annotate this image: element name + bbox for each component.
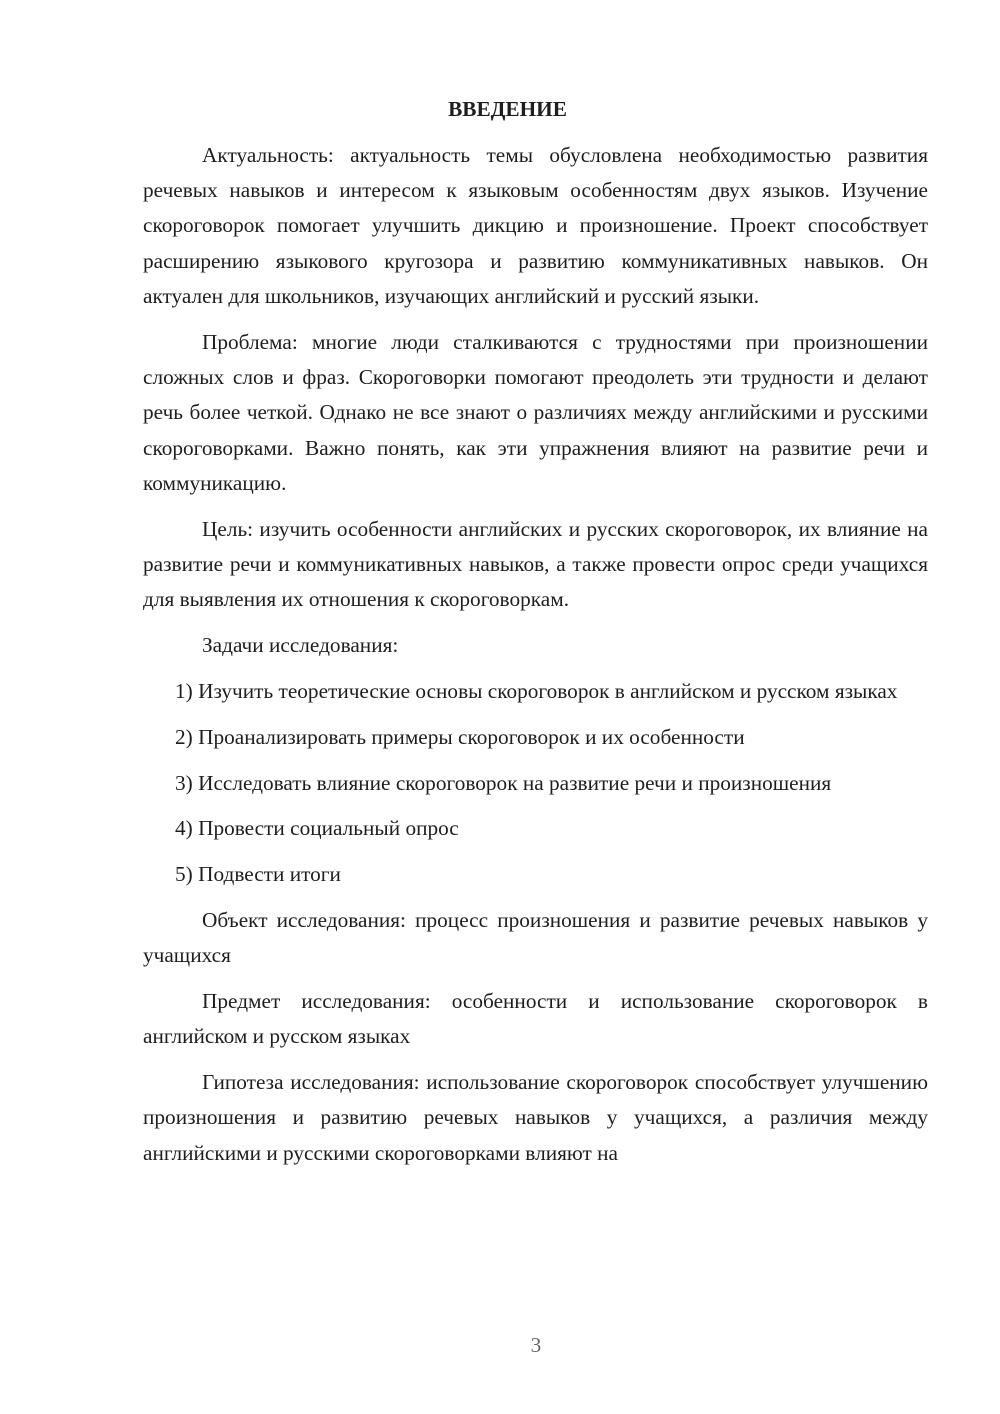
task-item-4: 4) Провести социальный опрос	[175, 816, 459, 841]
task-item-1: 1) Изучить теоретические основы скороговорок в английском и русском языках	[175, 678, 898, 703]
page-number: 3	[530, 1333, 542, 1357]
paragraph-problem: Проблема: многие люди сталкиваются с трудностями при произношении сложных слов и фраз. Скороговорки помогают преодолеть эти трудности и делают речь более четкой. Однако не все знают о различиях между английскими и русскими скороговорками. Важно понять, как эти упражнения влияют на развитие речи и коммуникацию.	[143, 329, 928, 495]
task-item-5: 5) Подвести итоги	[175, 862, 341, 887]
paragraph-relevance: Актуальность: актуальность темы обусловлена необходимостью развития речевых навыков и интересом к языковым особенностям двух языков. Изучение скороговорок помогает улучшить дикцию и произношение. Проект способствует расширению языкового кругозора и развитию коммуникативных навыков. Он актуален для школьников, изучающих английский и русский языки.	[143, 142, 928, 308]
paragraph-hypothesis: Гипотеза исследования: использование скороговорок способствует улучшению произношения и развитию речевых навыков у учащихся, а различия между английскими и русскими скороговорками влияют на	[143, 1070, 928, 1165]
paragraph-tasks-heading: Задачи исследования:	[202, 633, 399, 658]
paragraph-subject: Предмет исследования: особенности и использование скороговорок в английском и русском языках	[143, 989, 928, 1049]
document-page	[143, 92, 928, 1182]
section-title: ВВЕДЕНИЕ	[448, 97, 567, 121]
paragraph-goal: Цель: изучить особенности английских и русских скороговорок, их влияние на развитие речи и коммуникативных навыков, а также провести опрос среди учащихся для выявления их отношения к скороговоркам.	[143, 516, 928, 612]
task-item-2: 2) Проанализировать примеры скороговорок и их особенности	[175, 724, 745, 749]
paragraph-object: Объект исследования: процесс произношения и развитие речевых навыков у учащихся	[143, 907, 928, 968]
task-item-3: 3) Исследовать влияние скороговорок на развитие речи и произношения	[175, 770, 832, 795]
